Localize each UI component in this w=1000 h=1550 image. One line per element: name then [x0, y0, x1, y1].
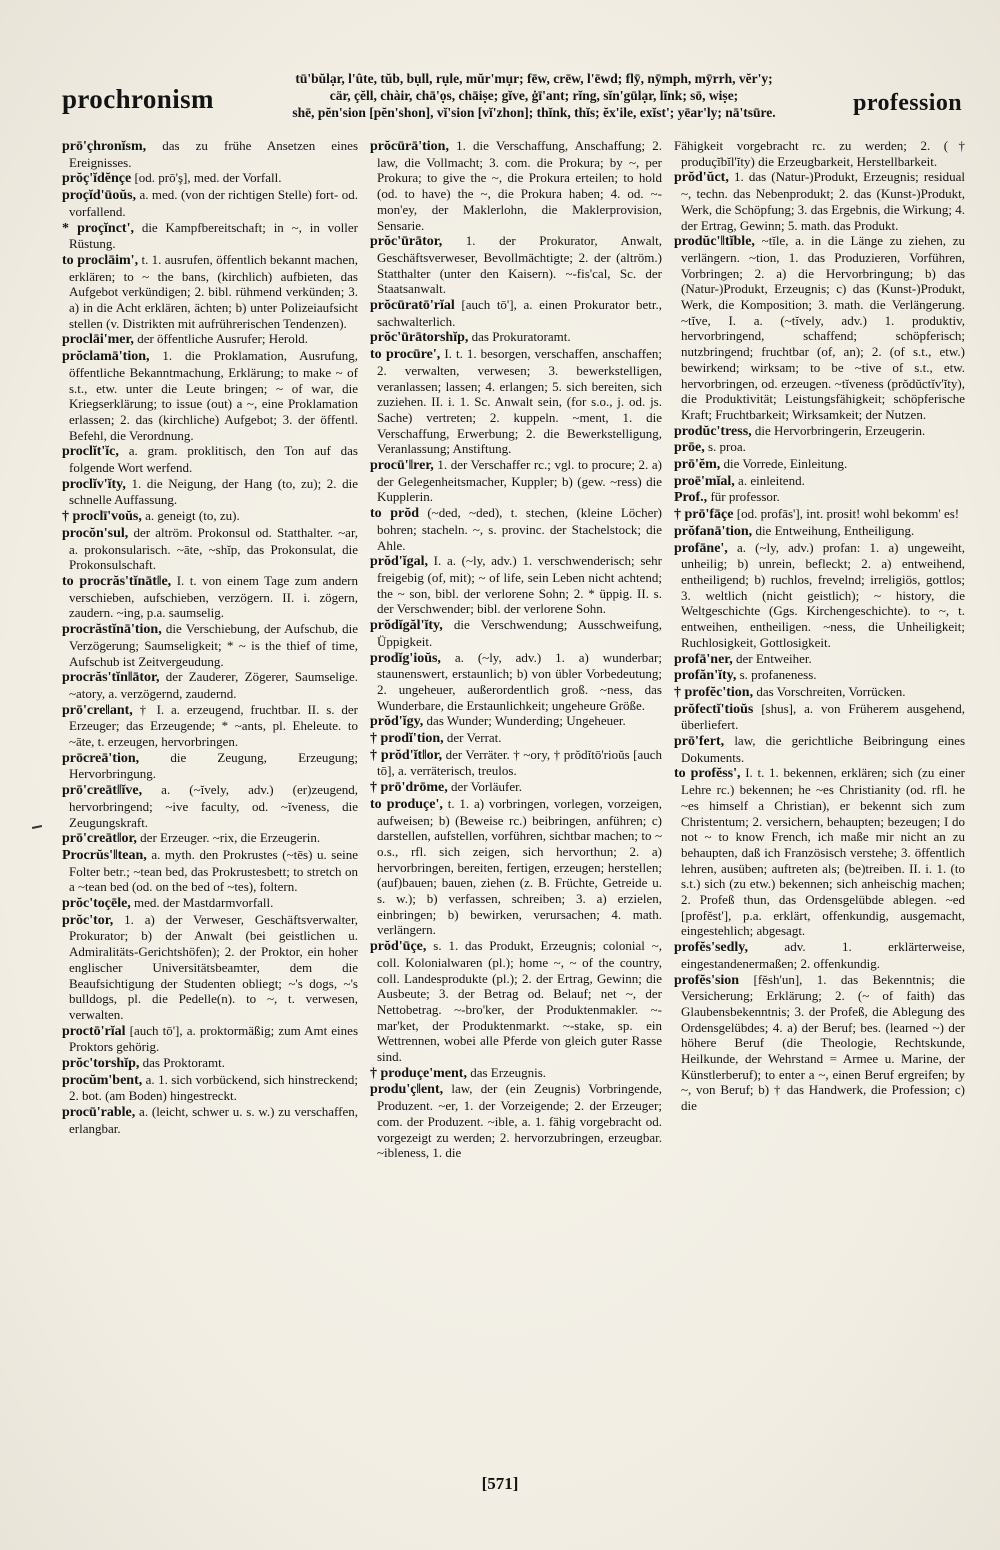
dictionary-entry — [370, 457, 662, 505]
entry-headword: prō'cre‖ant, — [62, 702, 133, 718]
entry-definition: das Vorschreiten, Vorrücken. — [756, 683, 906, 699]
entry-headword: to procrăs'tĭnāt‖e, — [62, 573, 172, 589]
entry-headword: prŏç'ĭdĕnçe — [62, 171, 132, 187]
entry-headword: produ'ç‖ent, — [370, 1082, 444, 1098]
dictionary-entry — [674, 169, 965, 233]
entry-definition: † I. a. erzeugend, fruchtbar. II. s. der Erzeuger; das Erzeugende; * ~ants, pl. Eheleute. to ~āte, t. erzeugen, hervorbringen. — [69, 701, 358, 750]
page-number: [571] — [481, 1474, 519, 1493]
dictionary-entry — [370, 329, 662, 346]
entry-definition: der Verrat. — [446, 730, 502, 746]
entry-headword: † profĕc'tion, — [674, 684, 754, 700]
entry-definition: [auch tō'], a. einen Prokurator betr., sachwalterlich. — [377, 297, 662, 329]
dictionary-entry — [674, 423, 965, 440]
entry-definition: 1. die Neigung, der Hang (to, zu); 2. die schnelle Auffassung. — [69, 475, 358, 508]
dictionary-entry — [674, 765, 965, 939]
entry-headword: profăn'ĭty, — [674, 668, 737, 684]
entry-headword: † prō'fāçe — [674, 507, 734, 523]
entry-headword: proē'mĭal, — [674, 473, 735, 489]
entry-definition: der Entweiher. — [735, 650, 812, 666]
entry-definition: der altröm. Prokonsul od. Statthalter. ~ar, a. prokonsularisch. ~āte, ~shĭp, das Prokonsulat, die Prokonsulschaft. — [69, 524, 359, 573]
pronunciation-key-line: tū'bŭlạr, l'ûte, tŭb, bụll, rụle, mŭr'mụr; fēw, crēw, l'ēwd; flȳ, nȳmph, mȳrrh, vĕr'y; — [295, 71, 773, 86]
entry-headword: profĕs'sion — [674, 972, 740, 988]
entry-definition: ~tĭle, a. in die Länge zu ziehen, zu verlängern. ~tion, 1. das Produzieren, Vorführen, Vorbringen; 2. a) die Hervorbringung; b) das (Natur-)Produkt, Erzeugnis; c) das (Kunst-)Produkt, Werk, die Komposition; 3. math. die Verlängerung. ~tĭve, I. a. (~tĭvely, adv.) 1. produktiv, hervorbringend, schaffend; schöpferisch; nutzbringend; fruchtbar (of, an); 2. (of s.t., etw.) bewirkend; wirksam; to be ~tive of s.t., etw. hervorbringen, od. erzeugen. ~tĭveness (prŏdŭctĭv'ĭty), die Produktivität; Leistungsfähigkeit; schöpferische Kraft; Fruchtbarkeit; Wirksamkeit; der Nutzen. — [681, 233, 965, 422]
entry-headword: procū'rable, — [62, 1105, 136, 1121]
entry-headword: prŏc'torshĭp, — [62, 1056, 140, 1072]
dictionary-entry — [62, 912, 358, 1023]
entry-definition: a. myth. den Prokrustes (~tēs) u. seine Folter betr.; ~tean bed, das Prokrustesbett; to stretch on a ~tean bed (od. on the bed of ~tes), foltern. — [69, 846, 359, 895]
entry-definition: t. 1. a) vorbringen, vorlegen, vorzeigen, aufweisen; b) (Beweise rc.) beibringen, anführen; c) darstellen, aufstellen, vorführen, sichtbar machen; to ~ o.s., rfl. sich zeigen, sich hervorthun; 2. a) hervorbringen, bereiten, fertigen, erzeugen; herstellen; (auf)bauen; bauen, ziehen (z. B. Früchte, Getreide u. s. w.); b) verfassen, schreiben; 3. a) erzielen, einbringen; b) bewirken, verursachen; 4. math. verlängern. — [377, 795, 663, 938]
entry-headword: prōe, — [674, 440, 705, 456]
entry-definition: [shus], a. von Früherem ausgehend, überliefert. — [681, 700, 965, 733]
dictionary-entry — [674, 138, 965, 169]
dictionary-entry — [62, 1104, 358, 1136]
entry-headword: † prodĭ'tion, — [370, 731, 444, 747]
entry-definition: die Verschwendung; Ausschweifung, Üppigkeit. — [377, 617, 662, 649]
dictionary-entry — [674, 506, 965, 523]
dictionary-entry — [674, 523, 965, 540]
dictionary-entry — [62, 702, 358, 750]
entry-definition: a. gram. proklitisch, den Ton auf das folgende Wort werfend. — [69, 443, 358, 476]
dictionary-entry — [370, 747, 662, 779]
entry-headword: procrăstĭnā'tion, — [62, 622, 162, 638]
dictionary-entry — [674, 651, 965, 668]
dictionary-entry — [62, 443, 358, 475]
entry-definition: a. (~ĭvely, adv.) (er)zeugend, hervorbringend; ~ive faculty, od. ~ĭveness, die Zeugungskraft. — [69, 782, 358, 830]
entry-headword: profāne', — [674, 540, 728, 556]
entry-definition: a. (~ly, adv.) 1. a) wunderbar; staunenswert, erstaunlich; b) von übler Vorbedeutung; 2. ungeheuer, außerordentlich groß. ~ness, das Wunderbare, die Erstaunlichkeit; ungeheure Größe. — [377, 649, 663, 713]
margin-pen-mark — [32, 825, 42, 829]
dictionary-entry — [62, 1055, 358, 1072]
entry-headword: prodŭc'tress, — [674, 423, 752, 439]
entry-definition: I. a. (~ly, adv.) 1. verschwenderisch; sehr freigebig (of, mit); ~ of life, sein Leben nicht achtend; the ~ son, bibl. der verlorene Sohn; 2. * üppig. II. s. der Verschwender; bibl. der verlorene Sohn. — [377, 553, 662, 617]
dictionary-entry — [62, 782, 358, 830]
entry-definition: adv. 1. erklärterweise, eingestandenermaßen; 2. offenkundig. — [681, 939, 965, 971]
dictionary-entry — [62, 220, 358, 252]
entry-definition: der Erzeuger. ~rix, die Erzeugerin. — [140, 830, 321, 846]
entry-headword: proctō'rĭal — [62, 1023, 126, 1039]
dictionary-entry — [674, 233, 965, 422]
entry-headword: procū'‖rer, — [370, 458, 434, 474]
entry-definition: die Kampfbereitschaft; in ~, in voller Rüstung. — [69, 219, 358, 252]
dictionary-entry — [674, 972, 965, 1114]
entry-definition: 1. der Prokurator, Anwalt, Geschäftsverweser, Bevollmächtigte; 2. der (altröm.) Statthalter (unter den Kaisern). ~-fis'cal, Sc. der Staatsanwalt. — [377, 233, 662, 297]
entry-definition: das Wunder; Wunderding; Ungeheuer. — [426, 713, 626, 729]
entry-definition: Fähigkeit vorgebracht rc. zu werden; 2. († produçĭbĭl'ĭty) die Erzeugbarkeit, Herstellbarkeit. — [674, 138, 965, 169]
entry-definition: die Zeugung, Erzeugung; Hervorbringung. — [69, 749, 358, 782]
entry-definition: 1. die Verschaffung, Anschaffung; 2. law, die Vollmacht; 3. com. die Prokura; by ~, per Prokura; to give the ~, die Prokura erteilen; to hold (od. to have) the ~, die Prokura haben; 4. od. ~-mon'ey, der Maklerlohn, die Maklerprovision, Sensarie. — [377, 138, 662, 233]
entry-definition: s. profaneness. — [739, 667, 817, 683]
dictionary-entry — [674, 489, 965, 506]
entry-headword: prō'creāt‖or, — [62, 831, 137, 847]
dictionary-entry — [62, 621, 358, 669]
entry-headword: procŏn'sul, — [62, 525, 129, 541]
entry-definition: [od. prō'ş], med. der Vorfall. — [134, 170, 282, 186]
entry-definition: die Entweihung, Entheiligung. — [755, 522, 915, 538]
entry-headword: † proclī'voŭs, — [62, 509, 142, 525]
entry-definition: [fĕsh'un], 1. das Bekenntnis; die Versicherung; Erklärung; 2. (~ of faith) das Glaubensbekenntnis; 3. der Profeß, die Ablegung des Ordensgelübdes; 4. a) der Beruf; bes. (learned ~) der höhere Beruf (die Theologie, Rechtskunde, Heilkunde, der Wehrstand = Armee u. Marine, der Künstlerberuf); to enter a ~, einen Beruf ergreifen; by ~, von Beruf; b) † das Handwerk, die Profession; c) die — [681, 971, 965, 1114]
dictionary-entry — [62, 508, 358, 525]
entry-headword: profā'ner, — [674, 651, 733, 667]
dictionary-entry — [62, 348, 358, 443]
dictionary-entry — [370, 1065, 662, 1082]
column-right — [674, 138, 965, 1458]
dictionary-entry — [674, 473, 965, 490]
entry-definition: für professor. — [710, 489, 780, 505]
entry-definition: der Verräter. † ~ory, † prŏdĭtō'rioŭs [auch tō], a. verräterisch, treulos. — [377, 746, 663, 779]
column-left — [62, 138, 358, 1458]
entry-headword: prō'fert, — [674, 734, 725, 750]
dictionary-entry — [62, 170, 358, 187]
entry-definition: a. (~ly, adv.) profan: 1. a) ungeweiht, unheilig; b) unrein, befleckt; 2. a) entweihend, entheiligend; b) ruchlos, frevelnd; irreligiös, gottlos; 3. weltlich (nicht geistlich); ~ history, die Weltgeschichte (Ggs. Kirchengeschichte). to ~, t. entweihen, entheiligen. ~ness, die Unheiligkeit; Ruchlosigkeit, Gottlosigkeit. — [681, 539, 965, 650]
entry-definition: med. der Mastdarmvorfall. — [134, 895, 274, 911]
entry-headword: prŏd'ūçe, — [370, 939, 427, 955]
dictionary-entry — [62, 138, 358, 170]
dictionary-entry — [370, 233, 662, 297]
entry-definition: I. t. 1. bekennen, erklären; sich (zu einer Lehre rc.) bekennen; he ~es Christianity (od. rfl. he ~es himself a Christian), er bekennt sich zum Christentum; 2. versichern, behaupten; bezeugen; I do not ~ to know French, ich maße mir nicht an zu behaupten, daß ich Französisch verstehe; 3. öffentlich lehren, ausüben; auftreten als; (be)treiben. II. i. 1. (to s.t.) sich (zu etw.) bekennen; sich anheischig machen; 2. Profeß thun, das Ordensgelübde ablegen. ~ed [profĕst'], p.a. erklärt, offenkundig, ausgemacht, eingestehlich; abgesagt. — [681, 765, 966, 939]
entry-definition: a. geneigt (to, zu). — [145, 508, 240, 524]
entry-headword: prŏclamā'tion, — [62, 349, 150, 365]
entry-headword: prŏc'tor, — [62, 912, 114, 928]
entry-headword: * proçĭnct', — [62, 220, 134, 236]
entry-headword: † prō'drōme, — [370, 780, 448, 796]
dictionary-entry — [370, 730, 662, 747]
entry-definition: s. proa. — [707, 439, 746, 455]
dictionary-entry — [674, 701, 965, 733]
entry-headword: prŏdĭgăl'ĭty, — [370, 618, 443, 634]
column-middle — [370, 138, 662, 1458]
dictionary-entry — [674, 540, 965, 651]
entry-definition: der Vorläufer. — [451, 779, 523, 795]
dictionary-entry — [370, 796, 662, 938]
entry-definition: die Verschiebung, der Aufschub, die Verzögerung; Saumseligkeit; * ~ is the thief of time, Aufschub ist Zeitvergeudung. — [69, 621, 358, 669]
entry-headword: prō'creāt‖ĭve, — [62, 783, 143, 799]
dictionary-entry — [674, 667, 965, 684]
dictionary-entry — [370, 938, 662, 1065]
entry-definition: a. (leicht, schwer u. s. w.) zu verschaffen, erlangbar. — [69, 1104, 358, 1136]
entry-headword: prŏc'toçēle, — [62, 896, 131, 912]
entry-definition: der Zauderer, Zögerer, Saumselige. ~atory, a. verzögernd, zaudernd. — [69, 669, 359, 701]
entry-definition: law, der (ein Zeugnis) Vorbringende, Produzent. ~er, 1. der Vorzeigende; 2. der Erzeuger; com. der Produzent. ~ible, a. 1. fähig vorgebracht od. vorgezeigt zu werden; 2. hervorzubringen, erzeugbar. ~ibleness, 1. die — [377, 1081, 663, 1161]
entry-headword: procŭm'bent, — [62, 1072, 143, 1088]
entry-definition: die Vorrede, Einleitung. — [723, 456, 848, 472]
entry-definition: (~ded, ~ded), t. stechen, (kleine Löcher) bohren; stacheln. ~, s. provinc. der Stachelstock; die Ahle. — [377, 505, 663, 553]
pronunciation-key-line: shē, pĕn'sion [pĕn'shon], vĭ'sion [vĭ'zhon]; thĭnk, thĭs; ĕx'ile, exĭst'; yēar'ly; nā'tsūre. — [292, 105, 776, 120]
entry-headword: prŏd'ĭgy, — [370, 714, 424, 730]
dictionary-entry — [370, 553, 662, 617]
entry-headword: prodĭg'ioŭs, — [370, 650, 441, 666]
entry-definition: das Erzeugnis. — [470, 1064, 547, 1080]
entry-headword: † prŏd'ĭt‖or, — [370, 747, 443, 763]
dictionary-entry — [674, 456, 965, 473]
entry-definition: a. einleitend. — [738, 472, 805, 488]
entry-headword: to produçe', — [370, 796, 443, 812]
dictionary-entry — [62, 476, 358, 508]
dictionary-entry — [62, 1072, 358, 1104]
entry-definition: 1. das (Natur-)Produkt, Erzeugnis; residual ~, techn. das Nebenprodukt; 2. das (Kunst-)Produkt, Werk, die Schöpfung; 3. das Ergebnis, die Wirkung; 4. der Ertrag, Gewinn; 5. math. das Produkt. — [681, 169, 966, 233]
dictionary-entry — [62, 1023, 358, 1055]
entry-definition: das zu frühe Ansetzen eines Ereignisses. — [69, 138, 358, 170]
entry-headword: prŏd'ŭct, — [674, 170, 729, 186]
entry-headword: Prof., — [674, 490, 708, 506]
dictionary-entry — [370, 346, 662, 457]
entry-headword: prŏfanā'tion, — [674, 523, 753, 539]
dictionary-entry — [370, 617, 662, 649]
entry-headword: prō'ĕm, — [674, 457, 721, 473]
entry-definition: die Hervorbringerin, Erzeugerin. — [754, 422, 926, 438]
entry-definition: [auch tō'], a. proktormäßig; zum Amt eines Proktors gehörig. — [69, 1022, 358, 1055]
entry-definition: t. 1. ausrufen, öffentlich bekannt machen, erklären; to ~ the bans, (kirchlich) aufbieten, das Aufgebot verkündigen; 2. bibl. rühmend verkünden; 3. a) in die Acht erklären, ächten; b) unter Polizeiaufsicht stellen (v. Distrikten mit aufrührerischen Tendenzen). — [69, 251, 359, 331]
dictionary-entry — [370, 138, 662, 233]
dictionary-entry — [370, 650, 662, 714]
dictionary-entry — [62, 669, 358, 701]
entry-definition: das Proktoramt. — [142, 1055, 225, 1071]
entry-headword: † produçe'ment, — [370, 1065, 467, 1081]
entry-headword: to procūre', — [370, 347, 441, 363]
dictionary-entry — [62, 830, 358, 847]
running-head-last-word: profession — [853, 90, 962, 116]
entry-headword: proclĭv'ĭty, — [62, 476, 126, 492]
dictionary-entry — [62, 847, 358, 895]
dictionary-entry — [674, 939, 965, 971]
entry-headword: proclĭt'ĭc, — [62, 444, 119, 460]
entry-definition: a. med. (von der richtigen Stelle) fort- od. vorfallend. — [69, 187, 358, 219]
pronunciation-key-line: cär, çĕll, chàir, chā'ọs, chāiṣe; gĭve, ġī'ant; rĭng, sĭn'gūlạr, lĭnk; sō, wiṣe; — [329, 88, 739, 103]
running-head-first-word: prochronism — [62, 84, 214, 114]
entry-headword: Procrŭs'‖tean, — [62, 847, 147, 863]
entry-definition: 1. die Proklamation, Ausrufung, öffentliche Bekanntmachung, Erklärung; to make ~ of s.t., etw. unter die Leute bringen; ~ of war, die Kriegserklärung; to issue (out) a ~, eine Proklamation erlassen; 2. das (kirchliche) Aufgebot; 3. der öffentl. Befehl, die Verordnung. — [69, 348, 358, 443]
pronunciation-key — [228, 70, 840, 121]
dictionary-entry — [370, 1081, 662, 1161]
entry-definition: 1. a) der Verweser, Geschäftsverwalter, Prokurator; b) der Anwalt (bei geistlichen u. Admiralitäts-Gerichtshöfen); 2. der Proktor, ein hoher englischer Universitätsbeamter, dem die Beaufsichtigung der Studenten obliegt; ~'s dogs, ~'s bulldogs, pl. die Pedelle(n). to ~, t. verwesen, verwalten. — [69, 911, 359, 1022]
entry-headword: prŏd'ĭgal, — [370, 554, 428, 570]
dictionary-entry — [370, 505, 662, 553]
entry-definition: a. 1. sich vorbückend, sich hinstreckend; 2. bot. (am Boden) hingestreckt. — [69, 1071, 358, 1104]
dictionary-entry — [62, 252, 358, 332]
dictionary-entry — [674, 684, 965, 701]
entry-headword: proçĭd'ūoŭs, — [62, 188, 137, 204]
entry-definition: [od. profās'], int. prosit! wohl bekomm' es! — [736, 506, 960, 522]
entry-headword: prŏfectĭ'tioŭs — [674, 701, 754, 717]
entry-headword: prŏc'ūrātorshĭp, — [370, 330, 469, 346]
dictionary-entry — [62, 331, 358, 348]
dictionary-entry — [62, 187, 358, 219]
dictionary-entry — [62, 895, 358, 912]
entry-definition: I. t. 1. besorgen, verschaffen, anschaffen; 2. verwalten, verwesen; 3. bewerkstelligen, veranlassen; lassen; 4. erlangen; 5. sich bereiten, sich zuziehen. II. i. 1. Sc. Anwalt sein, (for s.o., j. od. js. Sache) vertreten; 2. kuppeln. ~ment, 1. die Verschaffung, Erwerbung; 2. die Bewerkstelligung, Veranlassung; Anstiftung. — [377, 346, 663, 457]
dictionary-entry — [370, 297, 662, 329]
entry-definition: I. t. von einem Tage zum andern verschieben, aufschieben, verzögern. II. i. zögern, zaudern. ~ing, p.a. saumselig. — [69, 572, 359, 621]
entry-definition: s. 1. das Produkt, Erzeugnis; colonial ~, coll. Kolonialwaren (pl.); home ~, ~ of the country, coll. Landesprodukte (pl.); 2. der Ertrag, Gewinn; die Ausbeute; 3. der Betrag od. Belauf; net ~, der Nettobetrag. ~-bro'ker, der Produktenmakler. ~-mar'ket, der Produktenmarkt. ~-stake, sp. ein Wettrennen, wobei alle Pferde von gleich guter Rasse sind. — [377, 938, 663, 1065]
entry-headword: prŏc'ūrātor, — [370, 234, 443, 250]
entry-headword: prŏcūratō'rĭal — [370, 298, 455, 314]
entry-headword: to prŏd — [370, 506, 420, 522]
entry-headword: profĕs'sedly, — [674, 940, 749, 956]
dictionary-entry — [674, 733, 965, 765]
entry-definition: der öffentliche Ausrufer; Herold. — [137, 331, 309, 347]
entry-headword: to proclāim', — [62, 252, 139, 268]
entry-definition: das Prokuratoramt. — [471, 329, 571, 345]
dictionary-entry — [370, 713, 662, 730]
dictionary-entry — [62, 525, 358, 573]
entry-headword: prodŭc'‖tĭble, — [674, 234, 755, 250]
dictionary-entry — [674, 439, 965, 456]
entry-definition: 1. der Verschaffer rc.; vgl. to procure; 2. a) der Gelegenheitsmacher, Kuppler; b) (gew. ~ress) die Kupplerin. — [377, 457, 662, 505]
dictionary-entry — [62, 573, 358, 621]
entry-definition: law, die gerichtliche Beibringung eines Dokuments. — [681, 733, 966, 765]
entry-headword: prō'çhronĭsm, — [62, 139, 147, 154]
entry-headword: proclāi'mer, — [62, 332, 134, 348]
entry-headword: prŏcūrā'tion, — [370, 139, 449, 154]
dictionary-entry — [370, 779, 662, 796]
dictionary-entry — [62, 750, 358, 782]
entry-headword: procrăs'tĭn‖ātor, — [62, 670, 160, 686]
entry-headword: to profĕss', — [674, 766, 741, 782]
entry-headword: prōcreā'tion, — [62, 750, 140, 766]
